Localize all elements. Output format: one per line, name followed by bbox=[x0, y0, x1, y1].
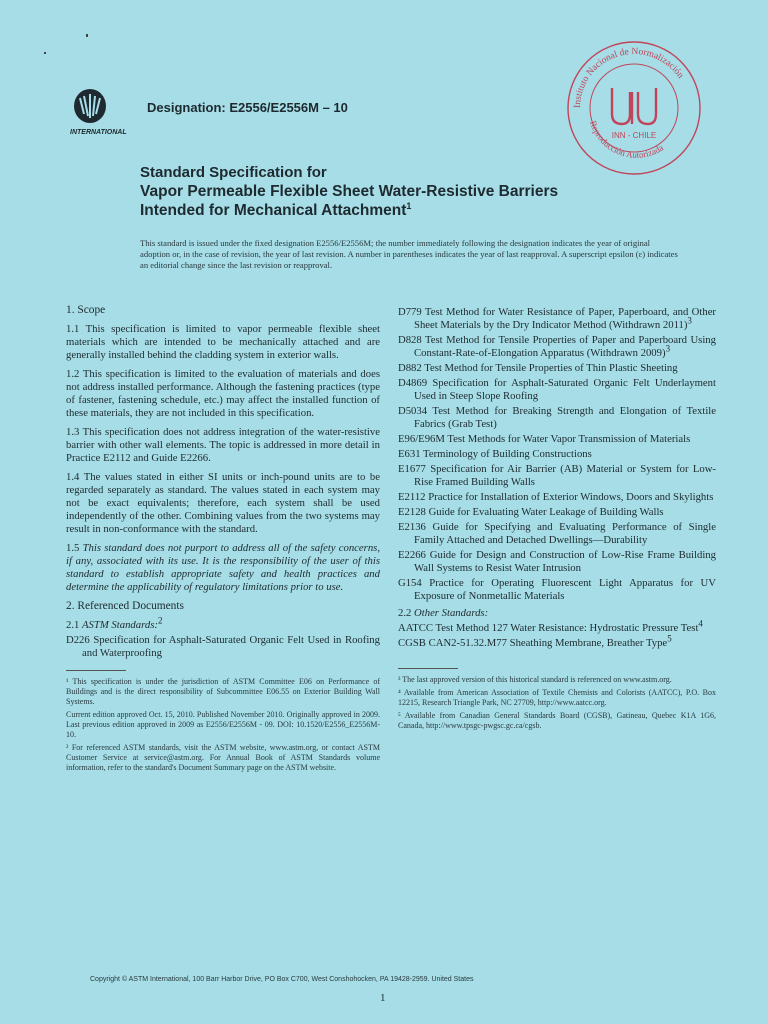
reference-title: Specification for Asphalt-Saturated Organic Felt Underlayment Used in Steep Slope Roofing bbox=[414, 377, 716, 402]
reference-code: D779 bbox=[398, 306, 422, 318]
paragraph-2-2-number: 2.2 bbox=[398, 607, 415, 619]
reference-item bbox=[398, 362, 716, 375]
reference-code: D882 bbox=[398, 362, 422, 374]
reference-item bbox=[398, 377, 716, 403]
section-heading-scope: 1. Scope bbox=[66, 304, 106, 316]
reference-code: E1677 bbox=[398, 463, 426, 475]
designation: Designation: E2556/E2556M – 10 bbox=[147, 100, 348, 115]
paragraph-1-3: 1.3 This specification does not address integration of the water-resistive barrier with other wall elements. The topic is addressed in more detail in Practice E2112 and Guide E2266. bbox=[66, 426, 380, 464]
paragraph-2-2-text: Other Standards: bbox=[414, 607, 489, 619]
paragraph-2-1-text: ASTM Standards: bbox=[82, 619, 158, 631]
reference-title: Guide for Evaluating Water Leakage of Building Walls bbox=[425, 506, 664, 518]
reference-code: E2136 bbox=[398, 521, 426, 533]
title-line-1: Standard Specification for bbox=[140, 164, 327, 181]
reference-item bbox=[398, 521, 716, 547]
footnote-divider bbox=[398, 668, 458, 669]
copyright-line: Copyright © ASTM International, 100 Barr Harbor Drive, PO Box C700, West Conshohocken, PA 19428-2959. United States bbox=[90, 976, 474, 983]
paragraph-1-5-text: This standard does not purport to address all of the safety concerns, if any, associated with its use. It is the responsibility of the user of this standard to establish appropriate safety and health practices and determine the applicability of regulatory limitations prior to use. bbox=[66, 542, 381, 593]
title-line-3 bbox=[140, 201, 640, 220]
footnote-mark: 4 bbox=[698, 618, 703, 629]
reference-title: Test Methods for Water Vapor Transmission of Materials bbox=[444, 433, 691, 445]
paragraph-1-1: 1.1 This specification is limited to vapor permeable flexible sheet materials which are intended to be mechanically attached and are generally installed behind the cladding system in exterior walls. bbox=[66, 323, 380, 361]
reference-title: Practice for Operating Fluorescent Light Apparatus for UV Exposure of Nonmetallic Materials bbox=[414, 577, 716, 602]
other-reference-list bbox=[398, 618, 716, 650]
footnote-mark: 5 bbox=[667, 633, 672, 644]
reference-code: CGSB CAN2-51.32.M77 bbox=[398, 637, 507, 649]
document-title bbox=[140, 164, 640, 220]
reference-code: D4869 bbox=[398, 377, 428, 389]
reference-title: Guide for Design and Construction of Low-Rise Frame Building Wall Systems to Resist Water Intrusion bbox=[414, 549, 716, 574]
footnote-1: ¹ This specification is under the jurisdiction of ASTM Committee E06 on Performance of Buildings and is the direct responsibility of Subcommittee E06.55 on Exterior Building Wall Systems. bbox=[66, 677, 380, 706]
astm-logo bbox=[68, 86, 140, 138]
reference-item bbox=[398, 491, 716, 504]
title-line-3-text: Intended for Mechanical Attachment bbox=[140, 202, 407, 219]
footnote-2: ² For referenced ASTM standards, visit the ASTM website, www.astm.org, or contact ASTM Customer Service at service@astm.org. For Annual Book of ASTM Standards volume information, refer to the standard's Document Summary page on the ASTM website. bbox=[66, 743, 380, 772]
right-column bbox=[398, 306, 716, 734]
reference-title: Test Method for Tensile Properties of Thin Plastic Sheeting bbox=[421, 362, 678, 374]
reference-title: Test Method for Water Resistance of Paper, Paperboard, and Other Sheet Materials by the Dry Indicator Method (Withdrawn 2011) bbox=[414, 306, 716, 331]
footnote-3: ³ The last approved version of this historical standard is referenced on www.astm.org. bbox=[398, 675, 672, 684]
reference-title: Sheathing Membrane, Breather Type bbox=[506, 637, 668, 649]
reference-item bbox=[398, 463, 716, 489]
reference-title: Specification for Air Barrier (AB) Material or System for Low-Rise Framed Building Walls bbox=[414, 463, 716, 488]
reference-code: D828 bbox=[398, 334, 422, 346]
scan-speck bbox=[44, 52, 46, 54]
astm-reference-list bbox=[398, 306, 716, 603]
stamp-top-text: Instituto Nacional de Normalización bbox=[572, 46, 686, 109]
reference-d226 bbox=[66, 634, 380, 660]
inn-chile-stamp bbox=[560, 34, 708, 182]
reference-title: Test Method for Tensile Properties of Paper and Paperboard Using Constant-Rate-of-Elongation Apparatus (Withdrawn 2009) bbox=[414, 334, 716, 359]
reference-code: E631 bbox=[398, 448, 421, 460]
reference-item bbox=[398, 334, 716, 360]
footnote-1-continued: Current edition approved Oct. 15, 2010. Published November 2010. Originally approved in 2009. Last previous edition approved in 2009 as E2556/E2556M - 09. DOI: 10.1520/E2556_E2556M-10. bbox=[66, 710, 380, 739]
reference-item bbox=[398, 549, 716, 575]
paragraph-1-4: 1.4 The values stated in either SI units or inch-pound units are to be regarded separately as standard. The values stated in each system may not be exact equivalents; therefore, each system shall be used independently of the other. Combining values from the two systems may result in non-conformance with the standard. bbox=[66, 471, 380, 535]
paragraph-1-5 bbox=[66, 542, 380, 594]
paragraph-1-2: 1.2 This specification is limited to the evaluation of materials and does not address installed performance. Although the fastening practices (type of fastener, fastening schedule, etc.) may affect the installed function of these materials, they are not included in this specification. bbox=[66, 368, 380, 419]
stamp-bottom-text: Reproducción Autorizada bbox=[588, 119, 666, 160]
title-line-2: Vapor Permeable Flexible Sheet Water-Resistive Barriers bbox=[140, 183, 559, 200]
footnote-divider bbox=[66, 670, 126, 671]
reference-item bbox=[398, 306, 716, 332]
footnote-4: ⁴ Available from American Association of Textile Chemists and Colorists (AATCC), P.O. Box 12215, Research Triangle Park, NC 27709, http://www.aatcc.org. bbox=[398, 688, 716, 707]
footnote-mark: 3 bbox=[665, 343, 671, 354]
reference-title: Practice for Installation of Exterior Windows, Doors and Skylights bbox=[425, 491, 714, 503]
paragraph-2-2 bbox=[398, 607, 716, 620]
reference-item bbox=[398, 433, 716, 446]
reference-title: Water Resistance: Hydrostatic Pressure Test bbox=[507, 622, 699, 634]
section-heading-referenced-documents: 2. Referenced Documents bbox=[66, 600, 184, 612]
title-footnote-mark: 1 bbox=[406, 200, 412, 211]
reference-title: Specification for Asphalt-Saturated Organic Felt Used in Roofing and Waterproofing bbox=[82, 634, 380, 659]
footnote-mark: 3 bbox=[687, 315, 692, 326]
left-column bbox=[66, 300, 380, 776]
reference-title: Terminology of Building Constructions bbox=[420, 448, 592, 460]
reference-code: E96/E96M bbox=[398, 433, 445, 445]
reference-item bbox=[398, 506, 716, 519]
reference-item bbox=[398, 448, 716, 461]
reference-title: Guide for Specifying and Evaluating Performance of Single Family Attached and Detached Dwellings—Durability bbox=[414, 521, 716, 546]
paragraph-2-1-number: 2.1 bbox=[66, 619, 83, 631]
reference-item bbox=[398, 577, 716, 603]
footnote-mark: 2 bbox=[157, 615, 163, 626]
paragraph-1-5-number: 1.5 bbox=[66, 542, 83, 554]
designation-notice: This standard is issued under the fixed designation E2556/E2556M; the number immediately following the designation indicates the year of original adoption or, in the case of revision, the year of last revision. A number in parentheses indicates the year of last reapproval. A superscript epsilon (ε) indicates an editorial change since the last revision or reapproval. bbox=[140, 238, 678, 270]
reference-code: D226 bbox=[66, 634, 90, 646]
reference-item bbox=[398, 633, 716, 650]
stamp-center-text: INN - CHILE bbox=[611, 131, 657, 140]
reference-title: Test Method for Breaking Strength and Elongation of Textile Fabrics (Grab Test) bbox=[414, 405, 716, 430]
scan-speck bbox=[86, 34, 88, 37]
page-number: 1 bbox=[380, 992, 386, 1004]
reference-item bbox=[398, 405, 716, 431]
reference-code: E2128 bbox=[398, 506, 426, 518]
reference-code: G154 bbox=[398, 577, 422, 589]
reference-code: AATCC Test Method 127 bbox=[398, 622, 508, 634]
footnote-5: ⁵ Available from Canadian General Standards Board (CGSB), Gatineau, Quebec K1A 1G6, Canada, http://www.tpsgc-pwgsc.gc.ca/cgsb. bbox=[398, 711, 716, 730]
reference-code: D5034 bbox=[398, 405, 428, 417]
reference-code: E2112 bbox=[398, 491, 426, 503]
logo-subtext: INTERNATIONAL bbox=[70, 129, 127, 136]
reference-code: E2266 bbox=[398, 549, 426, 561]
paragraph-2-1 bbox=[66, 615, 380, 632]
